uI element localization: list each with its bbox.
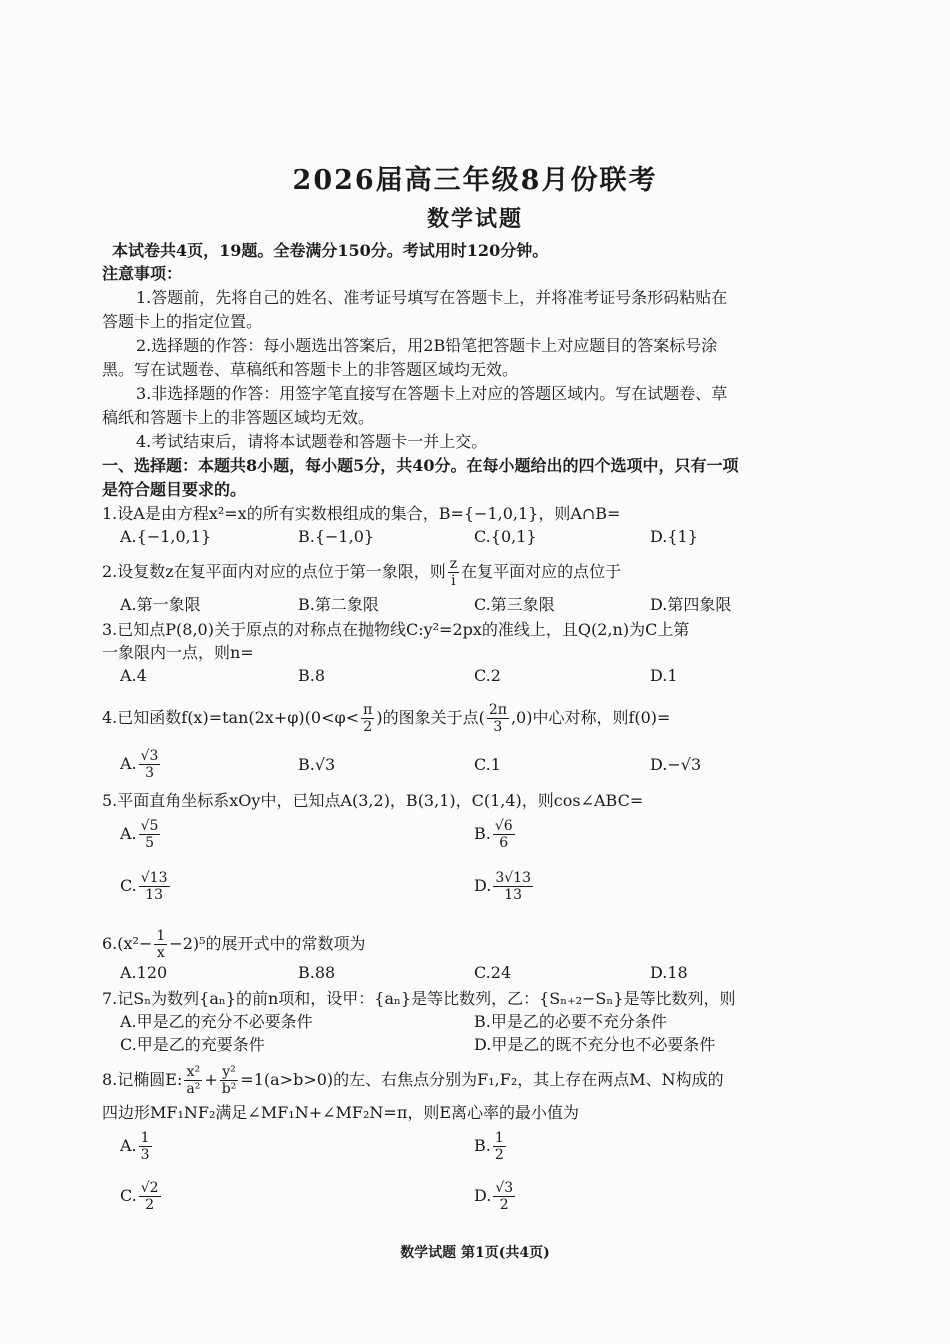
question-8-option-a-label: A. xyxy=(120,1136,137,1155)
question-2-stem xyxy=(102,556,862,589)
question-5-option-d-label: D. xyxy=(474,876,492,895)
question-8-option-d-denominator: 2 xyxy=(499,1197,509,1213)
question-5-option-a-numerator: √5 xyxy=(140,818,159,834)
question-2-stem-pre: 2.设复数z在复平面内对应的点位于第一象限，则 xyxy=(102,562,446,581)
question-4-fraction-2-numerator: 2π xyxy=(488,702,507,718)
notice-heading: 注意事项： xyxy=(102,264,183,283)
question-8-plus: + xyxy=(204,1070,218,1089)
question-5-option-b-numerator: √6 xyxy=(494,818,513,834)
question-1-stem: 1.设A是由方程x²=x的所有实数根组成的集合，B={−1,0,1}，则A∩B= xyxy=(102,504,621,523)
question-6-option-c: C.24 xyxy=(474,963,512,982)
question-8-option-b-label: B. xyxy=(474,1136,491,1155)
question-4-option-c: C.1 xyxy=(474,755,501,774)
question-4-stem-post: ,0)中心对称，则f(0)= xyxy=(510,708,671,727)
question-6-stem-post: −2)⁵的展开式中的常数项为 xyxy=(169,934,366,953)
question-5-option-a-label: A. xyxy=(120,824,137,843)
question-8-stem-post: =1(a>b>0)的左、右焦点分别为F₁,F₂，其上存在两点M、N构成的 xyxy=(240,1070,724,1089)
question-5-option-b-label: B. xyxy=(474,824,491,843)
question-6-option-d: D.18 xyxy=(650,963,688,982)
question-8-option-c-fraction xyxy=(139,1180,161,1213)
question-5-option-c xyxy=(120,870,172,903)
question-5-option-a xyxy=(120,818,162,851)
question-5-option-c-denominator: 13 xyxy=(145,887,164,903)
question-8-stem-line-2: 四边形MF₁NF₂满足∠MF₁N+∠MF₂N=π，则E离心率的最小值为 xyxy=(102,1103,580,1122)
question-4-fraction-2 xyxy=(487,702,509,735)
question-5-option-d-denominator: 13 xyxy=(504,887,523,903)
question-4-option-a-numerator: √3 xyxy=(140,748,159,764)
question-8-option-d-fraction xyxy=(493,1180,515,1213)
question-8-stem xyxy=(102,1064,862,1097)
question-6-fraction-numerator: 1 xyxy=(156,928,166,944)
question-4-fraction-1-denominator: 2 xyxy=(363,719,373,735)
question-4-option-a-denominator: 3 xyxy=(145,765,155,781)
question-4-option-a xyxy=(120,748,162,781)
question-8-option-a-numerator: 1 xyxy=(140,1130,150,1146)
question-4-fraction-2-denominator: 3 xyxy=(493,719,503,735)
question-5-option-c-numerator: √13 xyxy=(140,870,168,886)
question-5-option-d-fraction xyxy=(493,870,533,903)
question-4-stem xyxy=(102,702,862,735)
question-8-option-d-label: D. xyxy=(474,1186,492,1205)
question-2-fraction-denominator: i xyxy=(451,573,456,589)
question-6-stem-pre: 6.(x²− xyxy=(102,934,153,953)
question-6-fraction-denominator: x xyxy=(156,945,165,961)
question-4-option-a-fraction xyxy=(139,748,161,781)
question-2-fraction-numerator: z xyxy=(449,556,458,572)
question-8-option-d-numerator: √3 xyxy=(495,1180,514,1196)
question-8-fraction-1 xyxy=(184,1064,202,1097)
question-8-fraction-2-numerator: y² xyxy=(220,1064,239,1081)
question-8-option-c-label: C. xyxy=(120,1186,137,1205)
question-8-fraction-2-denominator: b² xyxy=(221,1081,237,1097)
notice-item-3-line-1: 3.非选择题的作答：用签字笔直接写在答题卡上对应的答题区域内。写在试题卷、草 xyxy=(136,384,728,403)
notice-item-1-line-2: 答题卡上的指定位置。 xyxy=(102,312,263,331)
question-1-option-b: B.{−1,0} xyxy=(298,527,375,546)
notice-item-1-line-1: 1.答题前，先将自己的姓名、准考证号填写在答题卡上，并将准考证号条形码粘贴在 xyxy=(136,288,728,307)
question-8-stem-pre: 8.记椭圆E: xyxy=(102,1070,183,1089)
question-8-fraction-1-numerator: x² xyxy=(184,1064,202,1081)
question-7-option-a: A.甲是乙的充分不必要条件 xyxy=(120,1012,313,1031)
question-4-stem-pre: 4.已知函数f(x)=tan(2x+φ)(0<φ< xyxy=(102,708,360,727)
question-6-option-b: B.88 xyxy=(298,963,336,982)
question-2-fraction xyxy=(448,556,459,589)
question-6-option-a: A.120 xyxy=(120,963,168,982)
question-3-option-a: A.4 xyxy=(120,666,147,685)
question-5-option-c-label: C. xyxy=(120,876,137,895)
question-8-option-a-denominator: 3 xyxy=(140,1147,150,1163)
question-7-stem: 7.记Sₙ为数列{aₙ}的前n项和，设甲：{aₙ}是等比数列，乙：{Sₙ₊₂−Sₙ}是等比数列，则 xyxy=(102,989,736,1008)
question-8-option-a-fraction xyxy=(139,1130,152,1163)
question-5-option-a-denominator: 5 xyxy=(145,835,155,851)
question-8-fraction-1-denominator: a² xyxy=(186,1081,201,1097)
question-8-fraction-2 xyxy=(220,1064,239,1097)
question-8-option-d xyxy=(474,1180,517,1213)
question-1-option-d: D.{1} xyxy=(650,527,698,546)
question-7-option-d: D.甲是乙的既不充分也不必要条件 xyxy=(474,1035,716,1054)
question-8-option-b-fraction xyxy=(493,1130,506,1163)
question-8-option-a xyxy=(120,1130,154,1163)
page-footer: 数学试题 第1页(共4页) xyxy=(400,1245,550,1261)
question-5-option-b-denominator: 6 xyxy=(499,835,509,851)
question-8-option-c xyxy=(120,1180,163,1213)
question-4-fraction-1-numerator: π xyxy=(363,702,373,718)
question-3-option-d: D.1 xyxy=(650,666,678,685)
question-3-stem-line-1: 3.已知点P(8,0)关于原点的对称点在抛物线C:y²=2px的准线上，且Q(2,n)为C上第 xyxy=(102,620,690,639)
question-2-stem-post: 在复平面对应的点位于 xyxy=(461,562,622,581)
question-4-stem-mid: )的图象关于点( xyxy=(376,708,485,727)
exam-intro: 本试卷共4页，19题。全卷满分150分。考试用时120分钟。 xyxy=(112,241,549,260)
notice-item-4: 4.考试结束后，请将本试题卷和答题卡一并上交。 xyxy=(136,432,488,451)
question-5-option-a-fraction xyxy=(139,818,161,851)
question-5-option-d xyxy=(474,870,535,903)
question-2-option-a: A.第一象限 xyxy=(120,595,201,614)
page-subtitle: 数学试题 xyxy=(426,206,523,232)
question-5-option-b xyxy=(474,818,517,851)
question-1-option-c: C.{0,1} xyxy=(474,527,537,546)
question-5-option-b-fraction xyxy=(493,818,515,851)
question-1-option-a: A.{−1,0,1} xyxy=(120,527,212,546)
section-1-heading-line-2: 是符合题目要求的。 xyxy=(102,480,247,499)
question-2-option-b: B.第二象限 xyxy=(298,595,379,614)
question-4-fraction-1 xyxy=(361,702,374,735)
question-2-option-c: C.第三象限 xyxy=(474,595,555,614)
question-8-option-b-denominator: 2 xyxy=(494,1147,504,1163)
notice-item-3-line-2: 稿纸和答题卡上的非答题区域均无效。 xyxy=(102,408,375,427)
section-1-heading-line-1: 一、选择题：本题共8小题，每小题5分，共40分。在每小题给出的四个选项中，只有一项 xyxy=(102,456,739,475)
question-2-option-d: D.第四象限 xyxy=(650,595,732,614)
question-3-option-b: B.8 xyxy=(298,666,326,685)
question-8-option-c-denominator: 2 xyxy=(145,1197,155,1213)
question-5-stem: 5.平面直角坐标系xOy中，已知点A(3,2)，B(3,1)，C(1,4)，则cos∠ABC= xyxy=(102,791,644,810)
question-5-option-d-numerator: 3√13 xyxy=(495,870,531,886)
question-8-option-b xyxy=(474,1130,508,1163)
question-8-option-b-numerator: 1 xyxy=(494,1130,504,1146)
question-4-option-a-label: A. xyxy=(120,754,137,773)
question-7-option-b: B.甲是乙的必要不充分条件 xyxy=(474,1012,667,1031)
question-5-option-c-fraction xyxy=(139,870,170,903)
question-4-option-d: D.−√3 xyxy=(650,755,702,774)
page-title: 2026届高三年级8月份联考 xyxy=(292,165,658,196)
question-3-option-c: C.2 xyxy=(474,666,501,685)
question-4-option-b: B.√3 xyxy=(298,755,336,774)
notice-item-2-line-1: 2.选择题的作答：每小题选出答案后，用2B铅笔把答题卡上对应题目的答案标号涂 xyxy=(136,336,718,355)
question-3-stem-line-2: 一象限内一点，则n= xyxy=(102,643,254,662)
question-6-fraction xyxy=(154,928,167,961)
question-8-option-c-numerator: √2 xyxy=(140,1180,159,1196)
question-7-option-c: C.甲是乙的充要条件 xyxy=(120,1035,265,1054)
question-6-stem xyxy=(102,928,862,961)
notice-item-2-line-2: 黑。写在试题卷、草稿纸和答题卡上的非答题区域均无效。 xyxy=(102,360,519,379)
